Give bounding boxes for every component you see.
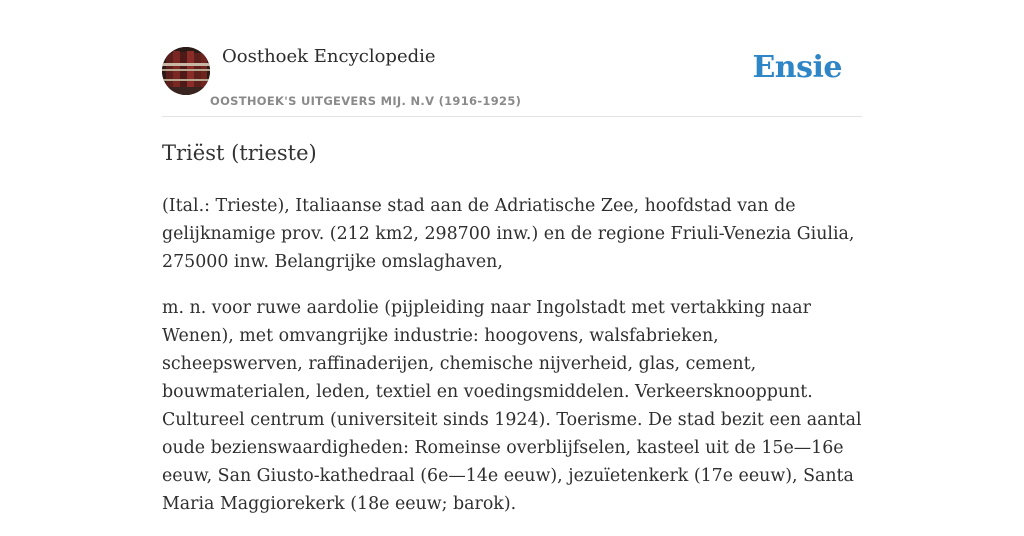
book-spines-icon xyxy=(162,47,210,95)
article-body xyxy=(162,192,862,536)
article-title: Triëst (trieste) xyxy=(162,141,317,165)
article-card xyxy=(162,0,862,512)
header xyxy=(162,0,862,117)
publisher-label: OOSTHOEK'S UITGEVERS MIJ. N.V (1916-1925) xyxy=(210,94,522,108)
article-paragraph: m. n. voor ruwe aardolie (pijpleiding naar Ingolstadt met vertakking naar Wenen), met omvangrijke industrie: hoogovens, walsfabrieken, scheepswerven, raffinaderijen, chemische nijverheid, glas, cement, bouwmaterialen, leden, textiel en voedingsmiddelen. Verkeersknooppunt. Cultureel centrum (universiteit sinds 1924). Toerisme. De stad bezit een aantal oude bezienswaardigheden: Romeinse overblijfselen, kasteel uit de 15e—16e eeuw, San Giusto-kathedraal (6e—14e eeuw), jezuïetenkerk (17e eeuw), Santa Maria Maggiorekerk (18e eeuw; barok). xyxy=(162,298,862,514)
publication-name[interactable]: Oosthoek Encyclopedie xyxy=(222,46,436,67)
avatar[interactable] xyxy=(162,47,210,95)
article-paragraph: (Ital.: Trieste), Italiaanse stad aan de Adriatische Zee, hoofdstad van de gelijknamige prov. (212 km2, 298700 inw.) en de regione Friuli-Venezia Giulia, 275000 inw. Belangrijke omslaghaven, xyxy=(162,196,855,272)
brand-logo[interactable]: Ensie xyxy=(752,50,842,85)
